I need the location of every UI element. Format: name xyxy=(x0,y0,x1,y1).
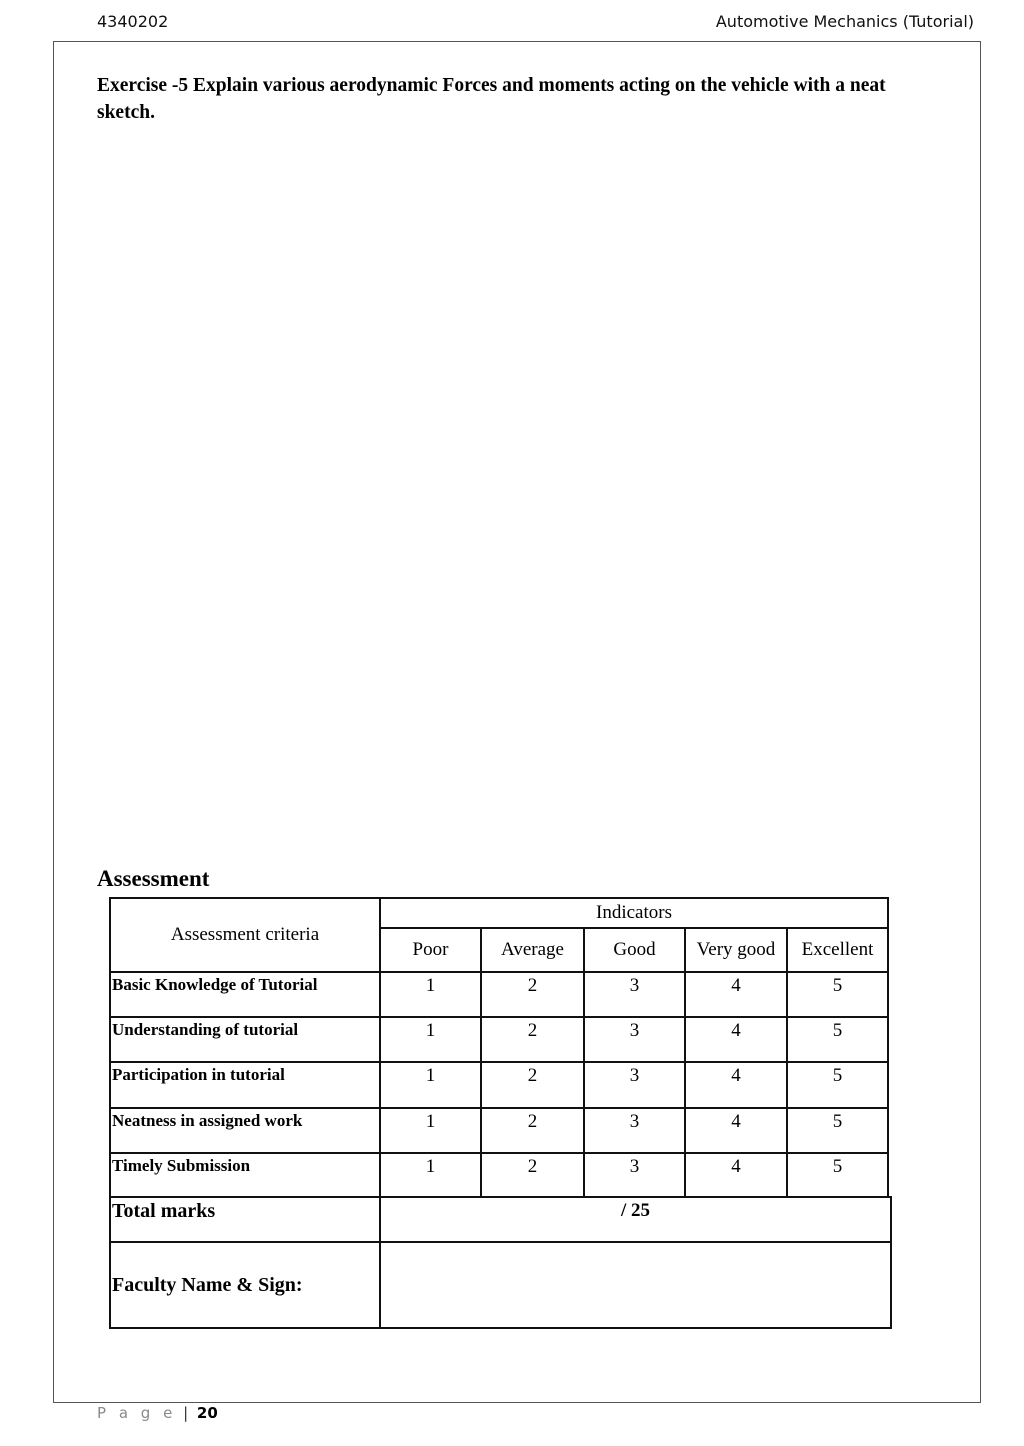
score-cell: 2 xyxy=(480,1016,585,1063)
page-separator: | xyxy=(183,1404,189,1422)
score-cell: 2 xyxy=(480,1152,585,1198)
document-title: Automotive Mechanics (Tutorial) xyxy=(715,12,974,31)
score-cell: 5 xyxy=(786,1152,889,1198)
score-cell: 5 xyxy=(786,1016,889,1063)
score-cell: 5 xyxy=(786,1107,889,1154)
criterion-label: Neatness in assigned work xyxy=(109,1107,381,1154)
criterion-label: Understanding of tutorial xyxy=(109,1016,381,1063)
page-label: P a g e xyxy=(97,1404,177,1422)
assessment-title: Assessment xyxy=(97,866,210,891)
level-header: Average xyxy=(480,927,585,973)
level-header: Good xyxy=(583,927,686,973)
score-cell: 3 xyxy=(583,1061,686,1109)
level-header: Very good xyxy=(684,927,788,973)
score-cell: 2 xyxy=(480,1061,585,1109)
score-cell: 2 xyxy=(480,971,585,1018)
criterion-label: Participation in tutorial xyxy=(109,1061,381,1109)
document-code: 4340202 xyxy=(97,12,169,31)
score-cell: 4 xyxy=(684,971,788,1018)
criterion-label: Basic Knowledge of Tutorial xyxy=(109,971,381,1018)
score-cell: 1 xyxy=(379,1016,482,1063)
score-cell: 1 xyxy=(379,1152,482,1198)
indicators-header: Indicators xyxy=(379,897,889,929)
score-cell: 3 xyxy=(583,1107,686,1154)
faculty-label: Faculty Name & Sign: xyxy=(109,1241,381,1329)
exercise-question: Exercise -5 Explain various aerodynamic Forces and moments acting on the vehicle with a neat sketch. xyxy=(97,75,886,123)
page-number: 20 xyxy=(196,1404,218,1422)
score-cell: 2 xyxy=(480,1107,585,1154)
score-cell: 4 xyxy=(684,1152,788,1198)
faculty-sign-box xyxy=(379,1241,892,1329)
total-value: / 25 xyxy=(379,1196,892,1243)
score-cell: 4 xyxy=(684,1061,788,1109)
score-cell: 1 xyxy=(379,971,482,1018)
score-cell: 1 xyxy=(379,1107,482,1154)
criteria-header: Assessment criteria xyxy=(109,897,381,973)
score-cell: 5 xyxy=(786,1061,889,1109)
score-cell: 4 xyxy=(684,1016,788,1063)
page-footer xyxy=(97,1404,218,1422)
level-header: Poor xyxy=(379,927,482,973)
criterion-label: Timely Submission xyxy=(109,1152,381,1198)
score-cell: 3 xyxy=(583,1152,686,1198)
score-cell: 3 xyxy=(583,971,686,1018)
score-cell: 4 xyxy=(684,1107,788,1154)
score-cell: 1 xyxy=(379,1061,482,1109)
score-cell: 5 xyxy=(786,971,889,1018)
total-label: Total marks xyxy=(109,1196,381,1243)
score-cell: 3 xyxy=(583,1016,686,1063)
level-header: Excellent xyxy=(786,927,889,973)
